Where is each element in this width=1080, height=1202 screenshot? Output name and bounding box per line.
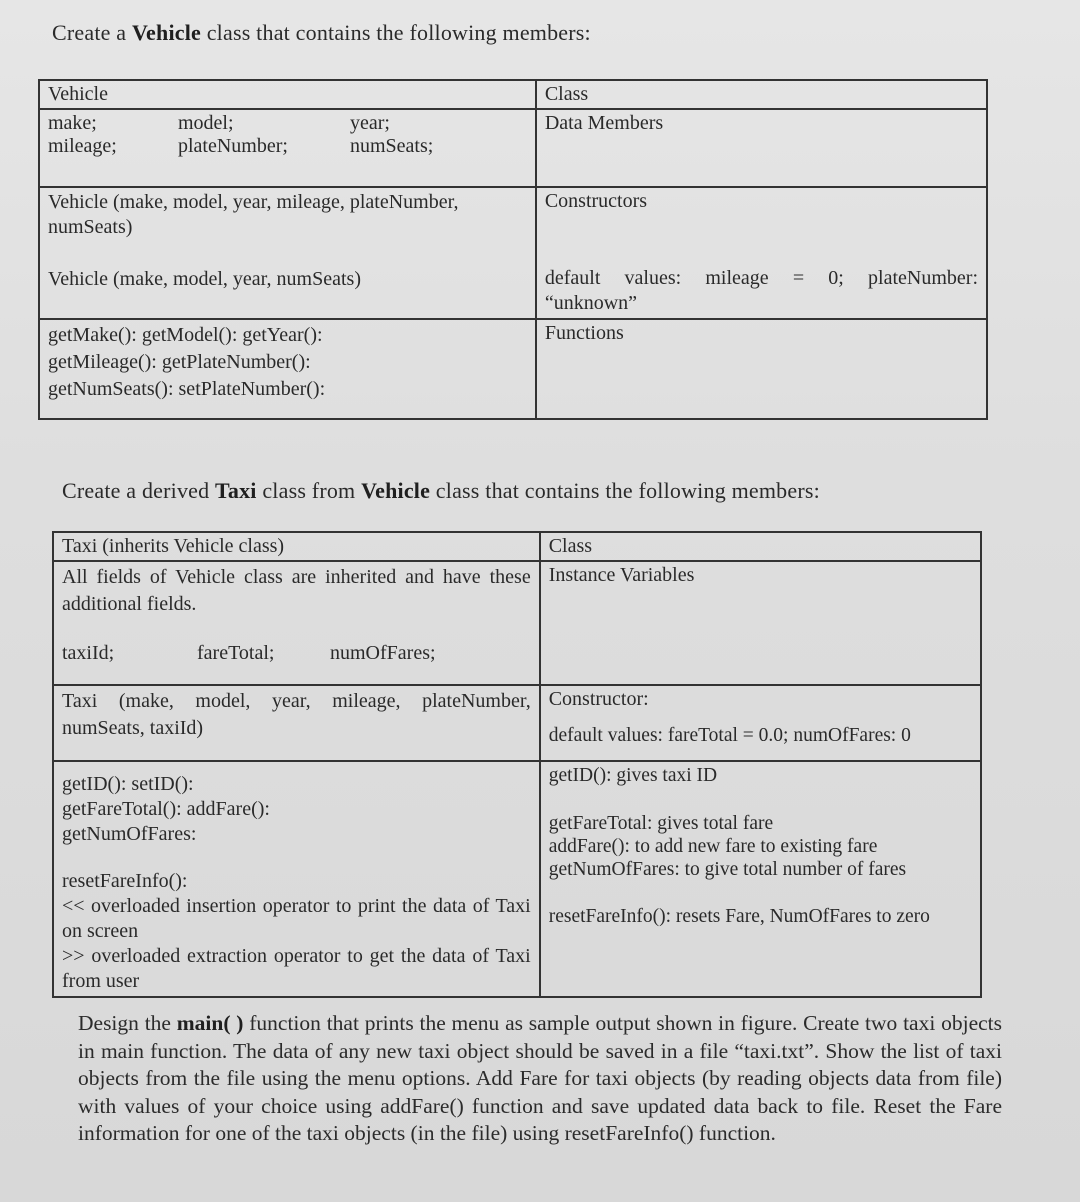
taxi-default-values: default values: fareTotal = 0.0; numOfFares: 0 [548,725,911,746]
heading-text: Create a derived [62,478,216,503]
default-values: default values: mileage = 0; plateNumber: “unknown” [544,267,978,314]
field: numOfFares; [330,642,436,664]
method-line: resetFareInfo(): [62,870,188,892]
heading-bold: Taxi [215,478,257,503]
method-description: resetFareInfo(): resets Fare, NumOfFares to zero [548,906,930,927]
constructors-cell [39,187,536,319]
method-line: getNumOfFares: [62,823,197,845]
function-line: getNumSeats(): setPlateNumber(): [48,378,326,400]
taxi-name-cell [53,532,540,561]
design-bold: main( ) [176,1011,244,1035]
member: model; [178,112,234,134]
data-members-cell [39,109,536,187]
member: make; [48,112,97,134]
functions-label-cell [536,319,987,419]
class-label: Class [548,535,593,557]
method-description: getID(): gives taxi ID [548,765,718,786]
vehicle-name-cell [39,80,536,109]
functions-cell [39,319,536,419]
members-row [48,112,527,135]
heading-bold: Vehicle [361,478,431,503]
method-line: getID(): setID(): [62,773,194,795]
vehicle-class-table [38,79,988,420]
class-name: Vehicle [48,83,108,105]
taxi-constructor-cell [53,685,540,761]
constructor-full: Vehicle (make, model, year, mileage, plateNumber, numSeats) [48,191,459,238]
field: fareTotal; [197,642,275,664]
member: numSeats; [350,135,434,157]
member: year; [350,112,390,134]
method-description: getFareTotal: gives total fare [548,813,774,834]
method-description: addFare(): to add new fare to existing fare [548,836,878,857]
class-label-cell [540,532,981,561]
design-text: function that prints the menu as sample output shown in figure. Create two taxi objects in main function. The data of any new taxi object should be saved in a file “taxi.txt”. Show the list of taxi objects from the file using the menu options. Add Fare for taxi objects (by reading objects data from file) with values of your choice using addFare() function and save updated data back to file. Reset the Fare information for one of the taxi objects (in the file) using resetFareInfo() function. [78,1011,1002,1145]
heading-text: class that contains the following members: [430,478,820,503]
constructor-label: Constructor: [548,688,649,710]
heading-text: class that contains the following members: [201,20,591,45]
constructor-short: Vehicle (make, model, year, numSeats) [48,268,361,290]
taxi-methods-cell [53,761,540,997]
class-label: Class [544,83,589,105]
class-label-cell [536,80,987,109]
instance-label-cell [540,561,981,685]
members-row [48,135,527,158]
taxi-class-table [52,531,982,998]
taxi-descriptions-cell [540,761,981,997]
fields-row [62,642,531,665]
member: mileage; [48,135,117,157]
class-name: Taxi (inherits Vehicle class) [62,535,285,557]
constructors-label: Constructors [544,190,648,212]
data-members-label-cell [536,109,987,187]
heading-bold: Vehicle [131,20,202,45]
functions-label: Functions [544,322,624,344]
method-line: getFareTotal(): addFare(): [62,798,270,820]
method-description: getNumOfFares: to give total number of fares [548,859,907,880]
insertion-operator: << overloaded insertion operator to print the data of Taxi on screen [62,895,531,942]
taxi-heading [62,478,820,504]
design-text: Design the [78,1011,177,1035]
member: plateNumber; [178,135,288,157]
constructors-label-cell [536,187,987,319]
function-line: getMake(): getModel(): getYear(): [48,324,323,346]
instance-variables-label: Instance Variables [548,564,695,586]
extraction-operator: >> overloaded extraction operator to get the data of Taxi from user [62,945,531,992]
function-line: getMileage(): getPlateNumber(): [48,351,311,373]
heading-text: Create a [52,20,132,45]
design-instructions [78,1010,1002,1148]
instance-variables-cell [53,561,540,685]
field: taxiId; [62,642,115,664]
data-members-label: Data Members [544,112,664,134]
vehicle-heading [52,20,591,46]
heading-text: class from [256,478,362,503]
inherit-note: All fields of Vehicle class are inherited and have these additional fields. [62,566,531,615]
taxi-constructor-label-cell [540,685,981,761]
taxi-constructor: Taxi (make, model, year, mileage, plateNumber, numSeats, taxiId) [62,690,531,739]
